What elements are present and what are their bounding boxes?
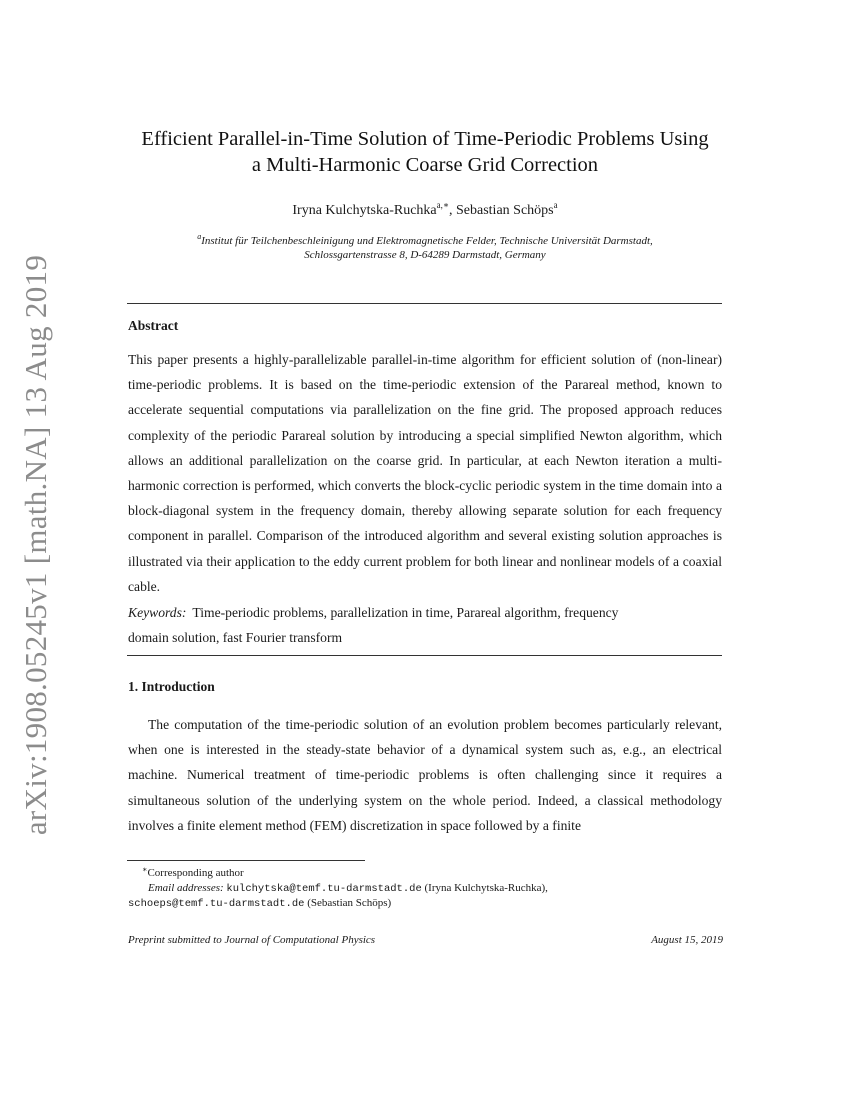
footnote-rule bbox=[127, 860, 365, 861]
author-separator: , bbox=[449, 203, 456, 218]
author-1: Iryna Kulchytska-Ruchka bbox=[292, 203, 437, 218]
email-2-name: (Sebastian Schöps) bbox=[304, 897, 392, 909]
abstract-top-rule bbox=[127, 303, 722, 304]
title-line-2: a Multi-Harmonic Coarse Grid Correction bbox=[251, 154, 599, 176]
author-list bbox=[0, 200, 850, 219]
affiliation-line-2: Schlossgartenstrasse 8, D-64289 Darmstadt, Germany bbox=[304, 249, 546, 261]
abstract-body bbox=[128, 347, 722, 599]
email-2[interactable]: schoeps@temf.tu-darmstadt.de bbox=[128, 898, 305, 910]
paper-title bbox=[0, 126, 850, 178]
affiliation-line-1: Institut für Teilchenbeschleinigung und Elektromagnetische Felder, Technische Universität Darmstadt, bbox=[201, 235, 653, 247]
title-line-1: Efficient Parallel-in-Time Solution of Time-Periodic Problems Using bbox=[141, 128, 709, 150]
keywords-line-2: domain solution, fast Fourier transform bbox=[128, 630, 343, 645]
author-1-marks: a,∗ bbox=[436, 200, 449, 210]
corresponding-author-note: Corresponding author bbox=[147, 867, 244, 879]
abstract-text: This paper presents a highly-parallelizable parallel-in-time algorithm for efficient solution of (non-linear) time-periodic problems. It is based on the time-periodic extension of the Parareal method, known to accelerate sequential computations via parallelization on the fine grid. The proposed approach reduces complexity of the periodic Parareal solution by introducing a special simplified Newton algorithm, which allows an additional parallelization on the coarse grid. In particular, at each Newton iteration a multi-harmonic correction is performed, which converts the block-cyclic periodic system in the time domain into a block-diagonal system in the frequency domain, thereby allowing separate solution for each frequency component in parallel. Comparison of the introduced algorithm and several existing solution approaches is illustrated via their application to the eddy current problem for both linear and nonlinear models of a coaxial cable. bbox=[128, 352, 722, 594]
footnotes bbox=[128, 863, 728, 912]
section-heading-introduction: 1. Introduction bbox=[128, 679, 215, 694]
corresponding-mark: ∗ bbox=[142, 865, 148, 874]
author-2-marks: a bbox=[553, 200, 558, 210]
email-label: Email addresses: bbox=[148, 881, 224, 894]
keywords-label: Keywords: bbox=[128, 605, 187, 620]
keywords-line-1: Time-periodic problems, parallelization in time, Parareal algorithm, frequency bbox=[192, 605, 619, 620]
keywords bbox=[128, 600, 722, 650]
abstract-heading: Abstract bbox=[128, 318, 179, 333]
abstract-bottom-rule bbox=[127, 655, 722, 656]
arxiv-identifier: arXiv:1908.05245v1 [math.NA] 13 Aug 2019 bbox=[18, 254, 53, 836]
preprint-note: Preprint submitted to Journal of Computational Physics bbox=[128, 934, 376, 946]
email-1[interactable]: kulchytska@temf.tu-darmstadt.de bbox=[226, 882, 422, 895]
introduction-paragraph: The computation of the time-periodic solution of an evolution problem becomes particularly relevant, when one is interested in the steady-state behavior of a dynamical system such as, e.g., an electrical machine. Numerical treatment of time-periodic problems is often challenging since it requires a simultaneous solution of the underlying system on the whole period. Indeed, a classical methodology involves a finite element method (FEM) discretization in space followed by a finite bbox=[128, 717, 722, 833]
affiliation-mark: a bbox=[197, 232, 202, 241]
preprint-date: August 15, 2019 bbox=[651, 934, 723, 946]
email-1-name: (Iryna Kulchytska-Ruchka), bbox=[421, 881, 548, 894]
introduction-body bbox=[128, 712, 722, 838]
author-2: Sebastian Schöps bbox=[456, 203, 554, 218]
affiliation bbox=[0, 230, 850, 262]
